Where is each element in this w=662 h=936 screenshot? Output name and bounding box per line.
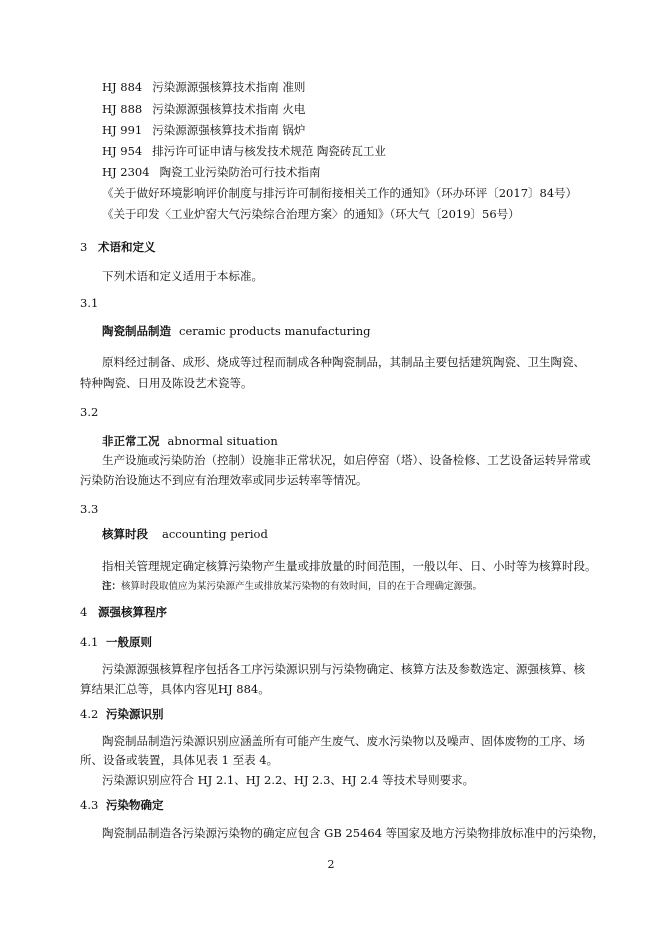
term-chinese: 非正常工况 (102, 434, 160, 448)
section-title: 源强核算程序 (98, 605, 167, 619)
section-heading (80, 239, 156, 255)
clause-number: 3.2 (80, 405, 99, 419)
reference-code: HJ 991 (102, 123, 143, 137)
section-number: 4 (80, 605, 88, 619)
clause-number: 3.1 (80, 296, 99, 310)
subsection-heading (80, 797, 164, 813)
term-english: abnormal situation (167, 434, 278, 448)
note-label: 注： (102, 581, 122, 592)
page-number: 2 (327, 858, 335, 871)
reference-item (102, 79, 305, 95)
section-number: 3 (80, 240, 88, 254)
term-english: ceramic products manufacturing (179, 324, 371, 338)
paragraph-line: 算结果汇总等，具体内容见HJ 884。 (80, 682, 270, 696)
reference-title: 污染源源强核算技术指南 锅炉 (152, 123, 306, 137)
definition-line: 指相关管理规定确定核算污染物产生量或排放量的时间范围，一般以年、日、小时等为核算时段。 (102, 559, 597, 573)
term-entry (102, 323, 371, 339)
reference-code: HJ 888 (102, 102, 143, 116)
subsection-title: 污染物确定 (106, 798, 164, 812)
subsection-number: 4.3 (80, 798, 99, 812)
reference-title: 污染源源强核算技术指南 准则 (152, 80, 306, 94)
reference-item (102, 101, 305, 117)
definition-line: 污染防治设施达不到应有治理效率或同步运转率等情况。 (80, 473, 368, 487)
subsection-heading (80, 706, 164, 722)
definition-line: 特种陶瓷、日用及陈设艺术瓷等。 (80, 376, 253, 390)
subsection-heading (80, 634, 152, 650)
section-heading (80, 604, 167, 620)
reference-title: 陶瓷工业污染防治可行技术指南 (159, 165, 321, 179)
reference-code: HJ 954 (102, 144, 143, 158)
subsection-number: 4.1 (80, 635, 99, 649)
reference-item (102, 143, 386, 159)
subsection-title: 污染源识别 (106, 707, 164, 721)
paragraph-line: 陶瓷制品制造各污染源污染物的确定应包含 GB 25464 等国家及地方污染物排放标准中的污染物， (102, 826, 605, 840)
reference-code: HJ 884 (102, 80, 143, 94)
reference-title: 污染源源强核算技术指南 火电 (152, 102, 306, 116)
section-intro: 下列术语和定义适用于本标准。 (102, 269, 263, 283)
clause-number: 3.3 (80, 502, 99, 516)
definition-line: 原料经过制备、成形、烧成等过程而制成各种陶瓷制品，其制品主要包括建筑陶瓷、卫生陶瓷、 (102, 355, 585, 369)
paragraph-line: 所、设备或装置，具体见表 1 至表 4。 (80, 753, 279, 767)
term-chinese: 陶瓷制品制造 (102, 324, 171, 338)
subsection-title: 一般原则 (106, 635, 152, 649)
note (102, 580, 482, 594)
reference-title: 排污许可证申请与核发技术规范 陶瓷砖瓦工业 (152, 144, 386, 158)
paragraph-line: 陶瓷制品制造污染源识别应涵盖所有可能产生废气、废水污染物以及噪声、固体废物的工序、场 (102, 734, 585, 748)
note-text: 核算时段取值应为某污染源产生或排放某污染物的有效时间，目的在于合理确定源强。 (121, 581, 483, 592)
term-chinese: 核算时段 (102, 527, 148, 541)
term-entry (102, 433, 278, 449)
reference-document: 《关于印发〈工业炉窑大气污染综合治理方案〉的通知》（环大气〔2019〕56号） (102, 207, 520, 221)
reference-code: HJ 2304 (102, 165, 150, 179)
paragraph-line: 污染源识别应符合 HJ 2.1、HJ 2.2、HJ 2.3、HJ 2.4 等技术导则要求。 (102, 773, 475, 787)
paragraph-line: 污染源源强核算程序包括各工序污染源识别与污染物确定、核算方法及参数选定、源强核算、核 (102, 662, 585, 676)
reference-document: 《关于做好环境影响评价制度与排污许可制衔接相关工作的通知》（环办环评〔2017〕84号） (102, 186, 578, 200)
reference-item (102, 164, 321, 180)
subsection-number: 4.2 (80, 707, 99, 721)
term-entry (102, 526, 268, 542)
reference-item (102, 122, 305, 138)
section-title: 术语和定义 (98, 240, 156, 254)
term-english: accounting period (162, 527, 268, 541)
definition-line: 生产设施或污染防治（控制）设施非正常状况，如启停窑（塔）、设备检修、工艺设备运转异常或 (102, 453, 591, 467)
